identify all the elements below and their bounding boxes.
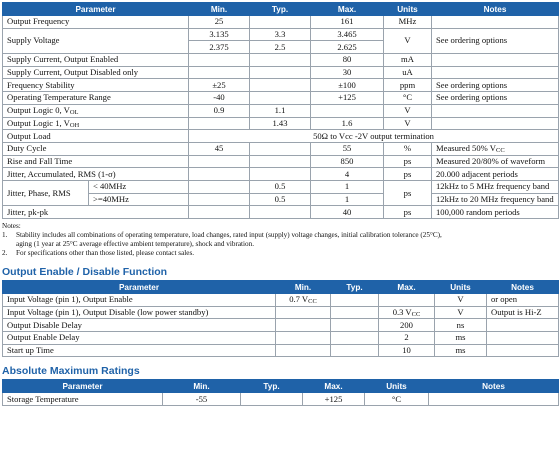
notes-cell xyxy=(432,117,559,130)
typ-cell xyxy=(331,332,379,345)
notes-cell: See ordering options xyxy=(432,28,559,53)
footnote-text xyxy=(16,249,194,258)
table-row xyxy=(3,393,559,406)
header-parameter: Parameter xyxy=(3,281,276,294)
header-min: Min. xyxy=(189,3,250,16)
max-text: 0.3 V xyxy=(392,307,412,318)
max-cell: 40 xyxy=(311,206,384,219)
units-cell: °C xyxy=(384,92,432,105)
footnote-number: 1. xyxy=(2,231,8,239)
notes-cell: 100,000 random periods xyxy=(432,206,559,219)
header-typ: Typ. xyxy=(331,281,379,294)
max-cell: 1 xyxy=(311,180,384,193)
table-row xyxy=(3,294,559,307)
typ-cell xyxy=(331,344,379,357)
max-subscript: CC xyxy=(411,311,421,319)
param-cell: Jitter, pk-pk xyxy=(3,206,189,219)
min-cell xyxy=(276,319,331,332)
footnote-number: 2. xyxy=(2,249,8,257)
max-cell: 1 xyxy=(311,193,384,206)
min-cell xyxy=(189,193,250,206)
notes-cell xyxy=(487,319,559,332)
param-cell: Output Frequency xyxy=(3,16,189,29)
condition-cell: >=40MHz xyxy=(89,193,189,206)
footnote-item xyxy=(2,249,558,258)
param-cell: Operating Temperature Range xyxy=(3,92,189,105)
table-row xyxy=(3,206,559,219)
notes-cell xyxy=(487,344,559,357)
max-cell: 850 xyxy=(311,155,384,168)
table-row xyxy=(3,54,559,67)
param-text: Output Logic 0, V xyxy=(7,105,70,116)
max-cell: 10 xyxy=(379,344,435,357)
param-cell: Output Enable Delay xyxy=(3,332,276,345)
max-cell xyxy=(379,306,435,319)
typ-cell xyxy=(250,155,311,168)
header-min: Min. xyxy=(276,281,331,294)
min-cell: 25 xyxy=(189,16,250,29)
param-cell: Jitter, Phase, RMS xyxy=(3,180,89,205)
notes-cell: See ordering options xyxy=(432,79,559,92)
min-cell: ±25 xyxy=(189,79,250,92)
min-cell xyxy=(189,66,250,79)
notes-cell: 12kHz to 20 MHz frequency band xyxy=(432,193,559,206)
table-row xyxy=(3,306,559,319)
header-notes: Notes xyxy=(432,3,559,16)
footnote-text xyxy=(16,231,442,249)
typ-cell xyxy=(250,206,311,219)
units-cell: ps xyxy=(384,180,432,205)
header-max: Max. xyxy=(311,3,384,16)
oe-section-title: Output Enable / Disable Function xyxy=(2,266,168,278)
max-cell: ±100 xyxy=(311,79,384,92)
oe-header-row xyxy=(3,281,559,294)
param-cell: Duty Cycle xyxy=(3,142,189,155)
max-cell: 4 xyxy=(311,168,384,181)
units-cell: % xyxy=(384,142,432,155)
min-subscript: CC xyxy=(308,298,317,306)
typ-cell: 2.5 xyxy=(250,41,311,54)
notes-cell: 12kHz to 5 MHz frequency band xyxy=(432,180,559,193)
footnote-line: aging (1 year at 25°C average effective ambient temperature), shock and vibration. xyxy=(16,240,255,248)
min-cell xyxy=(189,206,250,219)
param-cell: Supply Current, Output Enabled xyxy=(3,54,189,67)
header-units: Units xyxy=(384,3,432,16)
notes-cell: or open xyxy=(487,294,559,307)
units-cell: ms xyxy=(435,332,487,345)
header-parameter: Parameter xyxy=(3,3,189,16)
param-text: Output Logic 1, V xyxy=(7,117,70,128)
units-cell: V xyxy=(435,306,487,319)
param-cell xyxy=(3,104,189,117)
units-cell: mA xyxy=(384,54,432,67)
notes-cell: Measured 20/80% of waveform xyxy=(432,155,559,168)
units-cell: ppm xyxy=(384,79,432,92)
table-row xyxy=(3,66,559,79)
table-row xyxy=(3,142,559,155)
max-cell: 55 xyxy=(311,142,384,155)
units-cell: V xyxy=(384,117,432,130)
condition-cell: < 40MHz xyxy=(89,180,189,193)
table-row xyxy=(3,155,559,168)
max-cell: +125 xyxy=(303,393,365,406)
typ-cell xyxy=(331,319,379,332)
units-cell: ps xyxy=(384,206,432,219)
notes-cell xyxy=(432,104,559,117)
min-cell xyxy=(276,344,331,357)
abs-section-title: Absolute Maximum Ratings xyxy=(2,365,140,378)
table-row xyxy=(3,92,559,105)
notes-cell xyxy=(487,332,559,345)
header-units: Units xyxy=(435,281,487,294)
units-cell: V xyxy=(384,104,432,117)
spec-table xyxy=(2,2,559,219)
datasheet xyxy=(2,2,558,406)
header-max: Max. xyxy=(303,380,365,393)
units-cell: V xyxy=(435,294,487,307)
header-typ: Typ. xyxy=(250,3,311,16)
typ-cell: 1.1 xyxy=(250,104,311,117)
table-row xyxy=(3,319,559,332)
header-notes: Notes xyxy=(487,281,559,294)
footnote-line: Stability includes all combinations of operating temperature, load changes, rated input (supply) voltage changes, initial calibration tolerance (25°C), xyxy=(16,231,442,239)
param-cell: Supply Current, Output Disabled only xyxy=(3,66,189,79)
units-cell: °C xyxy=(365,393,429,406)
typ-cell xyxy=(331,306,379,319)
param-cell: Rise and Fall Time xyxy=(3,155,189,168)
min-cell xyxy=(189,168,250,181)
notes-cell: 20.000 adjacent periods xyxy=(432,168,559,181)
units-cell: ms xyxy=(435,344,487,357)
footnote-item xyxy=(2,231,558,249)
notes-subscript: CC xyxy=(495,147,505,155)
min-cell xyxy=(276,294,331,307)
table-row xyxy=(3,104,559,117)
units-cell: ns xyxy=(435,319,487,332)
table-row xyxy=(3,28,559,41)
max-cell xyxy=(311,104,384,117)
min-cell xyxy=(189,117,250,130)
min-text: 0.7 V xyxy=(289,294,309,305)
spec-header-row xyxy=(3,3,559,16)
min-cell: 2.375 xyxy=(189,41,250,54)
max-cell xyxy=(379,294,435,307)
max-cell: 2.625 xyxy=(311,41,384,54)
typ-cell xyxy=(250,142,311,155)
typ-cell: 3.3 xyxy=(250,28,311,41)
max-cell: 3.465 xyxy=(311,28,384,41)
typ-cell xyxy=(331,294,379,307)
units-cell: ps xyxy=(384,168,432,181)
notes-text: Measured 50% V xyxy=(436,143,496,154)
typ-cell: 0.5 xyxy=(250,193,311,206)
output-load-value: 50Ω to Vcc -2V output termination xyxy=(189,130,559,143)
min-cell xyxy=(276,306,331,319)
param-cell: Storage Temperature xyxy=(3,393,163,406)
min-cell xyxy=(189,180,250,193)
notes-cell: Output is Hi-Z xyxy=(487,306,559,319)
table-row xyxy=(3,168,559,181)
min-cell: 0.9 xyxy=(189,104,250,117)
param-cell: Start up Time xyxy=(3,344,276,357)
notes-cell xyxy=(432,54,559,67)
typ-cell xyxy=(241,393,303,406)
param-cell xyxy=(3,117,189,130)
max-cell: 161 xyxy=(311,16,384,29)
param-cell: Input Voltage (pin 1), Output Disable (low power standby) xyxy=(3,306,276,319)
typ-cell xyxy=(250,92,311,105)
param-cell: Supply Voltage xyxy=(3,28,189,53)
abs-header-row xyxy=(3,380,559,393)
param-cell: Jitter, Accumulated, RMS (1-σ) xyxy=(3,168,189,181)
max-cell: +125 xyxy=(311,92,384,105)
param-subscript: OH xyxy=(69,121,80,129)
units-cell: V xyxy=(384,28,432,53)
typ-cell: 0.5 xyxy=(250,180,311,193)
table-row xyxy=(3,332,559,345)
abs-table xyxy=(2,379,559,406)
footnotes-header: Notes: xyxy=(2,222,21,230)
notes-cell xyxy=(429,393,559,406)
header-notes: Notes xyxy=(429,380,559,393)
max-cell: 1.6 xyxy=(311,117,384,130)
notes-cell xyxy=(432,66,559,79)
header-units: Units xyxy=(365,380,429,393)
units-cell: ps xyxy=(384,155,432,168)
min-cell: -55 xyxy=(163,393,241,406)
param-cell: Output Disable Delay xyxy=(3,319,276,332)
min-cell xyxy=(189,155,250,168)
min-cell xyxy=(189,54,250,67)
param-subscript: OL xyxy=(69,109,79,117)
typ-cell xyxy=(250,168,311,181)
min-cell xyxy=(276,332,331,345)
typ-cell xyxy=(250,66,311,79)
param-cell: Frequency Stability xyxy=(3,79,189,92)
header-typ: Typ. xyxy=(241,380,303,393)
typ-cell xyxy=(250,54,311,67)
table-row xyxy=(3,117,559,130)
table-row xyxy=(3,180,559,193)
units-cell: uA xyxy=(384,66,432,79)
notes-cell xyxy=(432,142,559,155)
min-cell: 3.135 xyxy=(189,28,250,41)
header-max: Max. xyxy=(379,281,435,294)
table-row xyxy=(3,16,559,29)
table-row xyxy=(3,344,559,357)
units-cell: MHz xyxy=(384,16,432,29)
table-row xyxy=(3,130,559,143)
notes-cell xyxy=(432,16,559,29)
header-parameter: Parameter xyxy=(3,380,163,393)
max-cell: 30 xyxy=(311,66,384,79)
max-cell: 2 xyxy=(379,332,435,345)
notes-cell: See ordering options xyxy=(432,92,559,105)
typ-cell: 1.43 xyxy=(250,117,311,130)
min-cell: 45 xyxy=(189,142,250,155)
oe-table xyxy=(2,280,559,357)
param-cell: Input Voltage (pin 1), Output Enable xyxy=(3,294,276,307)
max-cell: 200 xyxy=(379,319,435,332)
min-cell: -40 xyxy=(189,92,250,105)
footnotes xyxy=(2,222,558,258)
param-cell: Output Load xyxy=(3,130,189,143)
typ-cell xyxy=(250,79,311,92)
table-row xyxy=(3,79,559,92)
header-min: Min. xyxy=(163,380,241,393)
footnote-line: For specifications other than those listed, please contact sales. xyxy=(16,249,195,257)
typ-cell xyxy=(250,16,311,29)
max-cell: 80 xyxy=(311,54,384,67)
